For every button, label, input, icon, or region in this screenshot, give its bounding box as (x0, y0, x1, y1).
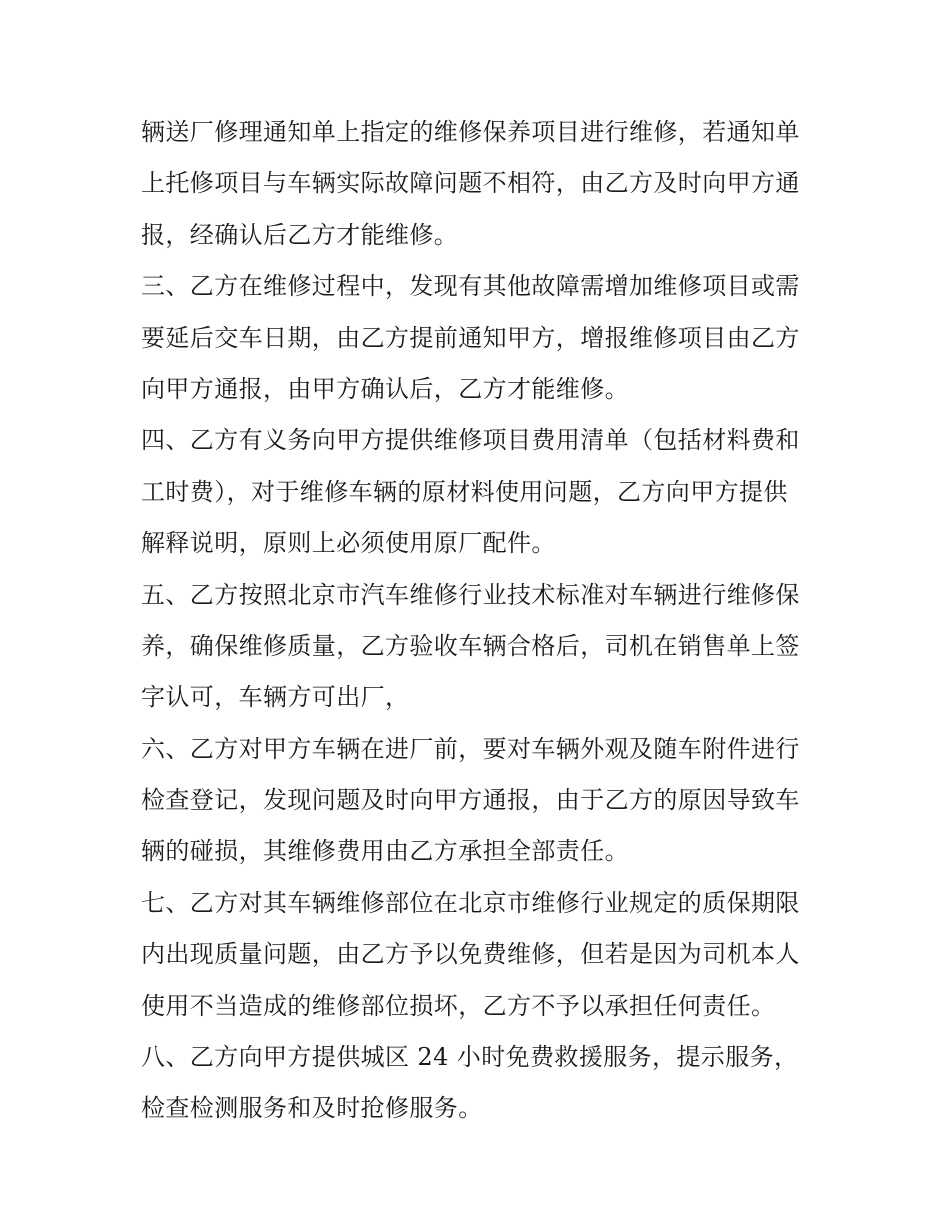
text-line: 检查登记，发现问题及时向甲方通报，由于乙方的原因导致车 (141, 786, 800, 815)
text-line: 报，经确认后乙方才能维修。 (141, 220, 459, 249)
text-line: 工时费），对于维修车辆的原材料使用问题，乙方向甲方提供 (141, 477, 788, 506)
text-line: 八、乙方向甲方提供城区 24 小时免费救援服务，提示服务， (141, 1043, 799, 1072)
text-line: 检查检测服务和及时抢修服务。 (141, 1094, 483, 1123)
text-line: 内出现质量问题，由乙方予以免费维修，但若是因为司机本人 (141, 940, 800, 969)
text-line: 上托修项目与车辆实际故障问题不相符，由乙方及时向甲方通 (141, 169, 800, 198)
text-line: 向甲方通报，由甲方确认后，乙方才能维修。 (141, 374, 629, 403)
text-line: 六、乙方对甲方车辆在进厂前，要对车辆外观及随车附件进行 (141, 734, 800, 763)
text-line: 辆送厂修理通知单上指定的维修保养项目进行维修，若通知单 (141, 118, 800, 146)
text-line: 五、乙方按照北京市汽车维修行业技术标准对车辆进行维修保 (141, 580, 800, 609)
text-line: 四、乙方有义务向甲方提供维修项目费用清单（包括材料费和 (141, 426, 800, 455)
text-line: 要延后交车日期，由乙方提前通知甲方，增报维修项目由乙方 (141, 323, 800, 352)
text-line: 养，确保维修质量，乙方验收车辆合格后，司机在销售单上签 (141, 631, 800, 660)
text-line: 解释说明，原则上必须使用原厂配件。 (141, 529, 556, 558)
text-line: 使用不当造成的维修部位损坏，乙方不予以承担任何责任。 (141, 991, 776, 1020)
text-line: 七、乙方对其车辆维修部位在北京市维修行业规定的质保期限 (141, 888, 800, 917)
text-line: 辆的碰损，其维修费用由乙方承担全部责任。 (141, 837, 629, 866)
text-line: 字认可，车辆方可出厂， (141, 683, 410, 712)
document-body (141, 107, 821, 1135)
text-line: 三、乙方在维修过程中，发现有其他故障需增加维修项目或需 (141, 272, 800, 301)
